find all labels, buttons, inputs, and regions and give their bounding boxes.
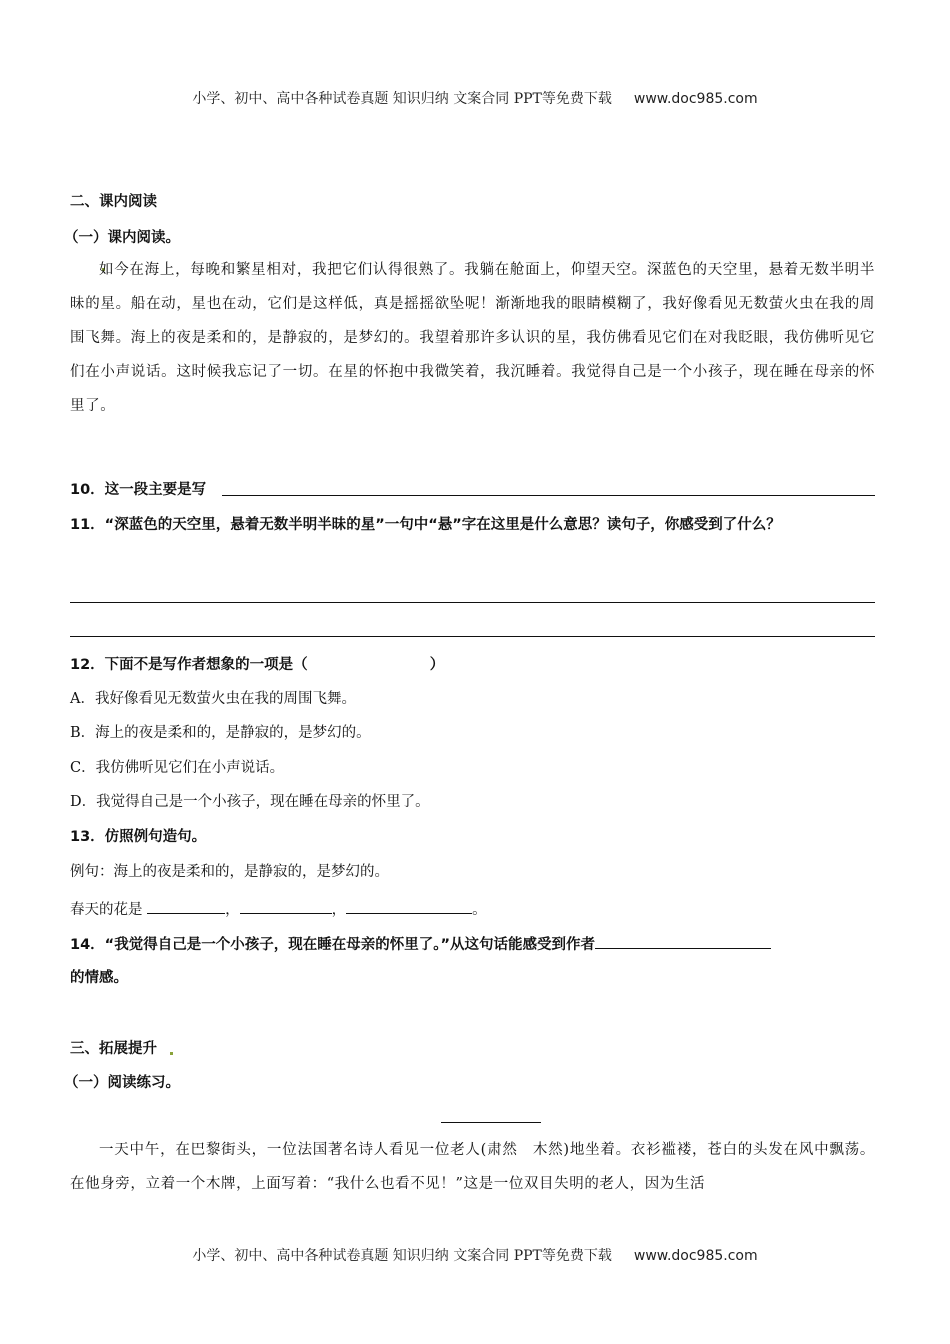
question-14 — [70, 932, 875, 955]
header-url[interactable]: www.doc985.com — [633, 91, 758, 107]
section3-title: 三、拓展提升 — [70, 1041, 157, 1057]
marker-dot — [170, 1052, 173, 1055]
passage-title-blank[interactable] — [441, 1122, 541, 1123]
answer-line-q10[interactable] — [222, 495, 875, 496]
question-10-text: 10．这一段主要是写 — [70, 482, 207, 498]
question-10 — [70, 480, 875, 500]
q12-option-d[interactable]: D．我觉得自己是一个小孩子，现在睡在母亲的怀里了。 — [70, 794, 430, 810]
page-header — [0, 88, 950, 108]
footer-text: 小学、初中、高中各种试卷真题 知识归纳 文案合同 PPT等免费下载 — [192, 1248, 612, 1264]
section3-subtitle: （一）阅读练习。 — [64, 1075, 180, 1091]
q13-end: 。 — [472, 902, 487, 918]
q13-blank-2[interactable] — [240, 897, 332, 914]
q13-example: 例句：海上的夜是柔和的，是静寂的，是梦幻的。 — [70, 864, 389, 880]
question-14-text: 14．“我觉得自己是一个小孩子，现在睡在母亲的怀里了。”从这句话能感受到作者 — [70, 937, 595, 953]
q12-option-c[interactable]: C．我仿佛听见它们在小声说话。 — [70, 760, 285, 776]
q13-answer-row — [70, 897, 875, 920]
q13-blank-3[interactable] — [346, 897, 472, 914]
question-11: 11．“深蓝色的天空里，悬着无数半明半昧的星”一句中“悬”字在这里是什么意思？读句子，你感受到了什么？ — [70, 517, 781, 533]
section2-subtitle: （一）课内阅读。 — [64, 230, 180, 246]
q13-prompt: 春天的花是 — [70, 902, 143, 918]
q13-comma-1: ， — [225, 902, 240, 918]
question-12-close: ） — [429, 657, 445, 673]
section2-title: 二、课内阅读 — [70, 194, 157, 210]
question-14-end: 的情感。 — [70, 970, 128, 986]
footer-url[interactable]: www.doc985.com — [633, 1248, 758, 1264]
answer-line-q11-1[interactable] — [70, 602, 875, 603]
q13-blank-1[interactable] — [147, 897, 225, 914]
question-12-text: 12．下面不是写作者想象的一项是（ — [70, 657, 308, 673]
header-text: 小学、初中、高中各种试卷真题 知识归纳 文案合同 PPT等免费下载 — [192, 91, 612, 107]
question-13: 13．仿照例句造句。 — [70, 829, 207, 845]
page-footer — [0, 1245, 950, 1265]
answer-line-q14[interactable] — [595, 932, 771, 949]
q12-option-b[interactable]: B．海上的夜是柔和的，是静寂的，是梦幻的。 — [70, 725, 371, 741]
q13-comma-2: ， — [331, 902, 347, 918]
section2-passage: 如今在海上，每晚和繁星相对，我把它们认得很熟了。我躺在舱面上，仰望天空。深蓝色的天空里，悬着无数半明半昧的星。船在动，星也在动，它们是这样低，真是摇摇欲坠呢！渐渐地我的眼睛模糊了，我好像看见无数萤火虫在我的周围飞舞。海上的夜是柔和的，是静寂的，是梦幻的。我望着那许多认识的星，我仿佛看见它们在对我眨眼，我仿佛听见它们在小声说话。这时候我忘记了一切。在星的怀抱中我微笑着，我沉睡着。我觉得自己是一个小孩子，现在睡在母亲的怀里了。 — [70, 262, 875, 414]
answer-line-q11-2[interactable] — [70, 636, 875, 637]
section3-passage: 一天中午，在巴黎街头，一位法国著名诗人看见一位老人(肃然 木然)地坐着。衣衫褴褛，苍白的头发在风中飘荡。在他身旁，立着一个木牌，上面写着：“我什么也看不见！”这是一位双目失明的老人，因为生活 — [70, 1142, 875, 1192]
q12-option-a[interactable]: A．我好像看见无数萤火虫在我的周围飞舞。 — [70, 691, 356, 707]
question-12 — [70, 655, 875, 675]
